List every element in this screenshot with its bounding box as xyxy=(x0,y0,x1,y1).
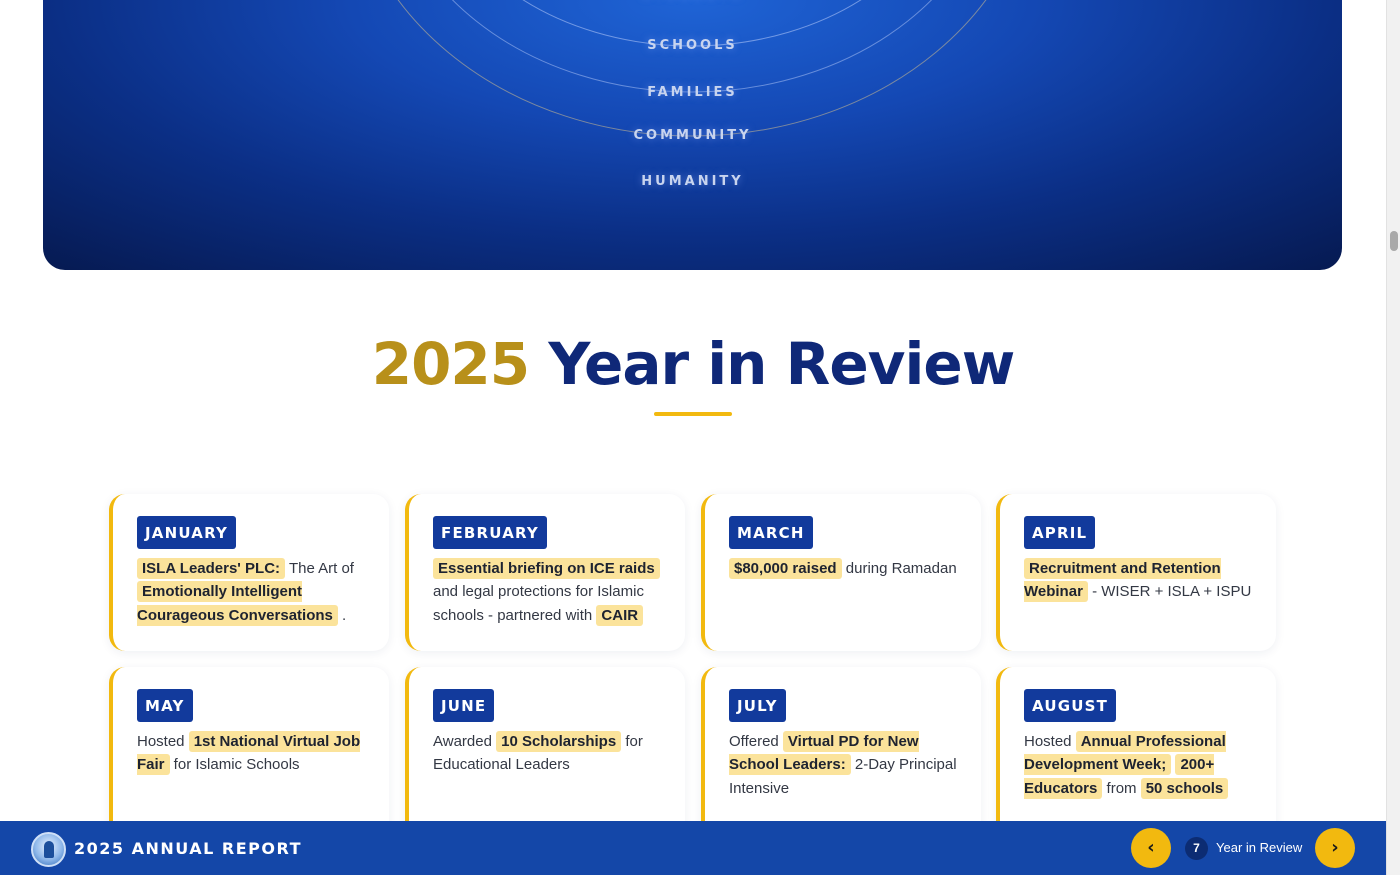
timeline-card-april xyxy=(996,494,1276,651)
highlight-text: CAIR xyxy=(596,605,643,626)
highlight-text: 10 Scholarships xyxy=(496,731,621,752)
description-text: during Ramadan xyxy=(841,560,957,577)
month-badge: APRIL xyxy=(1024,516,1095,549)
timeline-card-january xyxy=(109,494,389,651)
impact-rings-banner xyxy=(43,0,1342,270)
section-title xyxy=(0,330,1386,398)
description-text: . xyxy=(337,606,347,624)
timeline-card-august xyxy=(996,667,1276,837)
highlight-text: 1st National Virtual Job Fair xyxy=(137,733,361,774)
highlight-text: Emotionally Intelligent Courageous Conversations xyxy=(137,581,338,625)
description-text: Hosted xyxy=(1024,733,1076,750)
card-description xyxy=(1024,730,1252,800)
report-title: 2025 ANNUAL REPORT xyxy=(74,839,303,858)
card-description xyxy=(729,730,957,800)
highlight-text: Recruitment and Retention Webinar xyxy=(1024,560,1221,601)
timeline-card-march xyxy=(701,494,981,651)
description-text: for Educational Leaders xyxy=(433,733,643,774)
card-description xyxy=(433,730,661,777)
description-text: Awarded xyxy=(433,733,497,750)
organization-logo-icon xyxy=(31,832,66,867)
page-label: Year in Review xyxy=(1216,840,1303,855)
description-text: - WISER + ISLA + ISPU xyxy=(1087,583,1252,601)
month-badge: MARCH xyxy=(729,516,813,549)
card-description xyxy=(137,730,365,777)
ring-label-community: COMMUNITY xyxy=(633,128,752,143)
highlight-text: Essential briefing on ICE raids xyxy=(433,558,660,579)
highlight-text: Virtual PD for New School Leaders: xyxy=(729,733,919,774)
highlight-text: $80,000 raised xyxy=(729,558,842,579)
description-text: Offered xyxy=(729,733,783,750)
title-underline xyxy=(654,412,732,416)
card-description xyxy=(433,557,661,627)
description-text: The Art of xyxy=(285,560,354,577)
timeline-card-may xyxy=(109,667,389,837)
chevron-left-icon: ‹ xyxy=(1147,837,1155,858)
highlight-text: ISLA Leaders' PLC: xyxy=(137,558,285,579)
month-badge: FEBRUARY xyxy=(433,516,547,549)
card-description xyxy=(1024,557,1252,604)
month-badge: JANUARY xyxy=(137,516,236,549)
description-text: from xyxy=(1102,779,1141,797)
timeline-card-july xyxy=(701,667,981,837)
timeline-card-february xyxy=(405,494,685,651)
timeline-card-june xyxy=(405,667,685,837)
card-description xyxy=(729,557,957,580)
ring-label-schools: SCHOOLS xyxy=(647,38,738,53)
highlight-text: 200+ Educators xyxy=(1024,756,1215,797)
chevron-right-icon: › xyxy=(1331,837,1339,858)
previous-page-button[interactable] xyxy=(1131,828,1171,868)
month-badge: JUNE xyxy=(433,689,494,722)
card-description xyxy=(137,557,365,627)
description-text: and legal protections for Islamic schools - partnered with xyxy=(433,583,644,624)
page-number-badge: 7 xyxy=(1185,837,1208,860)
bottom-nav-bar xyxy=(0,821,1386,875)
ring-label-families: FAMILIES xyxy=(647,85,738,100)
highlight-text: 50 schools xyxy=(1141,778,1229,799)
description-text: Hosted xyxy=(137,733,189,750)
ring-label-humanity: HUMANITY xyxy=(641,174,744,189)
description-text: 2-Day Principal Intensive xyxy=(729,756,957,797)
next-page-button[interactable] xyxy=(1315,828,1355,868)
month-badge: MAY xyxy=(137,689,193,722)
ring-label-students xyxy=(43,0,1342,1)
section-title-text: Year in Review xyxy=(548,330,1015,398)
month-badge: AUGUST xyxy=(1024,689,1116,722)
scrollbar-thumb[interactable] xyxy=(1390,231,1398,251)
section-title-year: 2025 xyxy=(371,330,530,398)
highlight-text: Annual Professional Development Week; xyxy=(1024,733,1226,774)
description-text: for Islamic Schools xyxy=(169,756,300,774)
month-badge: JULY xyxy=(729,689,786,722)
page-scrollbar[interactable] xyxy=(1386,0,1400,875)
